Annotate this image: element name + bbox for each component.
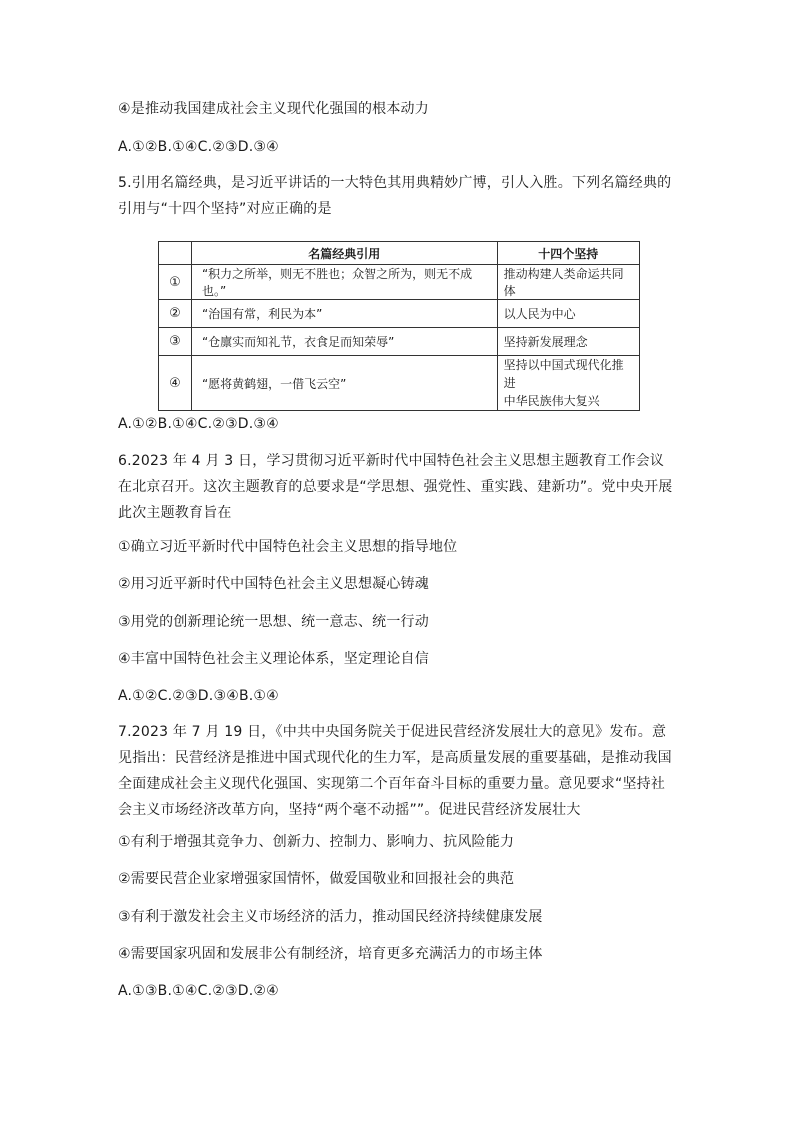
- q7-item-3: ③有利于激发社会主义市场经济的活力，推动国民经济持续健康发展: [118, 909, 543, 925]
- row-adherence: [497, 356, 639, 411]
- row-adherence: 坚持新发展理念: [497, 328, 639, 356]
- q7-stem: 7.2023 年 7 月 19 日，《中共中央国务院关于促进民营经济发展壮大的意见》发布。意见指出：民营经济是推进中国式现代化的生力军，是高质量发展的重要基础，是推动我国全面建成社会主义现代化强国、实现第二个百年奋斗目标的重要力量。意见要求“坚持社会主义市场经济改革方向，坚持“两个毫不动摇””。促进民营经济发展壮大: [118, 724, 672, 818]
- row-adherence-line-2: 中华民族伟大复兴: [503, 394, 600, 408]
- table-header-num: [159, 242, 192, 265]
- q6-item-1: ①确立习近平新时代中国特色社会主义思想的指导地位: [118, 539, 458, 555]
- q7-item-1: ①有利于增强其竞争力、创新力、控制力、影响力、抗风险能力: [118, 834, 515, 850]
- row-number: ①: [159, 265, 192, 300]
- row-adherence: 以人民为中心: [497, 300, 639, 328]
- q5-options: A.①②B.①④C.②③D.③④: [118, 416, 279, 432]
- row-number: ④: [159, 356, 192, 411]
- q4-options: A.①②B.①④C.②③D.③④: [118, 139, 279, 155]
- q7-item-4: ④需要国家巩固和发展非公有制经济，培育更多充满活力的市场主体: [118, 946, 543, 962]
- row-number: ③: [159, 328, 192, 356]
- table-row: [159, 356, 640, 411]
- q4-item-4: ④是推动我国建成社会主义现代化强国的根本动力: [118, 101, 429, 117]
- row-quote: “治国有常，利民为本”: [191, 300, 497, 328]
- quotes-table: [158, 241, 640, 411]
- row-adherence: 推动构建人类命运共同体: [497, 265, 639, 300]
- row-quote: “愿将黄鹤翅，一借飞云空”: [191, 356, 497, 411]
- table-header-quote: 名篇经典引用: [191, 242, 497, 265]
- table-row: [159, 265, 640, 300]
- q6-item-2: ②用习近平新时代中国特色社会主义思想凝心铸魂: [118, 576, 429, 592]
- row-adherence-line-1: 坚持以中国式现代化推进: [503, 358, 624, 390]
- q7-item-2: ②需要民营企业家增强家国情怀，做爱国敬业和回报社会的典范: [118, 871, 515, 887]
- row-quote: “仓廪实而知礼节，衣食足而知荣辱”: [191, 328, 497, 356]
- q6-item-3: ③用党的创新理论统一思想、统一意志、统一行动: [118, 614, 429, 630]
- q7-options: A.①③B.①④C.②③D.②④: [118, 983, 279, 999]
- q5-stem: 5.引用名篇经典，是习近平讲话的一大特色其用典精妙广博，引人入胜。下列名篇经典的引用与“十四个坚持”对应正确的是: [118, 175, 672, 217]
- q6-item-4: ④丰富中国特色社会主义理论体系，坚定理论自信: [118, 651, 429, 667]
- q6-stem: 6.2023 年 4 月 3 日，学习贯彻习近平新时代中国特色社会主义思想主题教育工作会议在北京召开。这次主题教育的总要求是“学思想、强党性、重实践、建新功”。党中央开展此次主题教育旨在: [118, 453, 673, 521]
- q6-options: A.①②C.②③D.③④B.①④: [118, 688, 279, 704]
- table-row: [159, 328, 640, 356]
- row-number: ②: [159, 300, 192, 328]
- table-row: [159, 300, 640, 328]
- table-header-adherence: 十四个坚持: [497, 242, 639, 265]
- row-quote: “积力之所举，则无不胜也；众智之所为，则无不成也。”: [191, 265, 497, 300]
